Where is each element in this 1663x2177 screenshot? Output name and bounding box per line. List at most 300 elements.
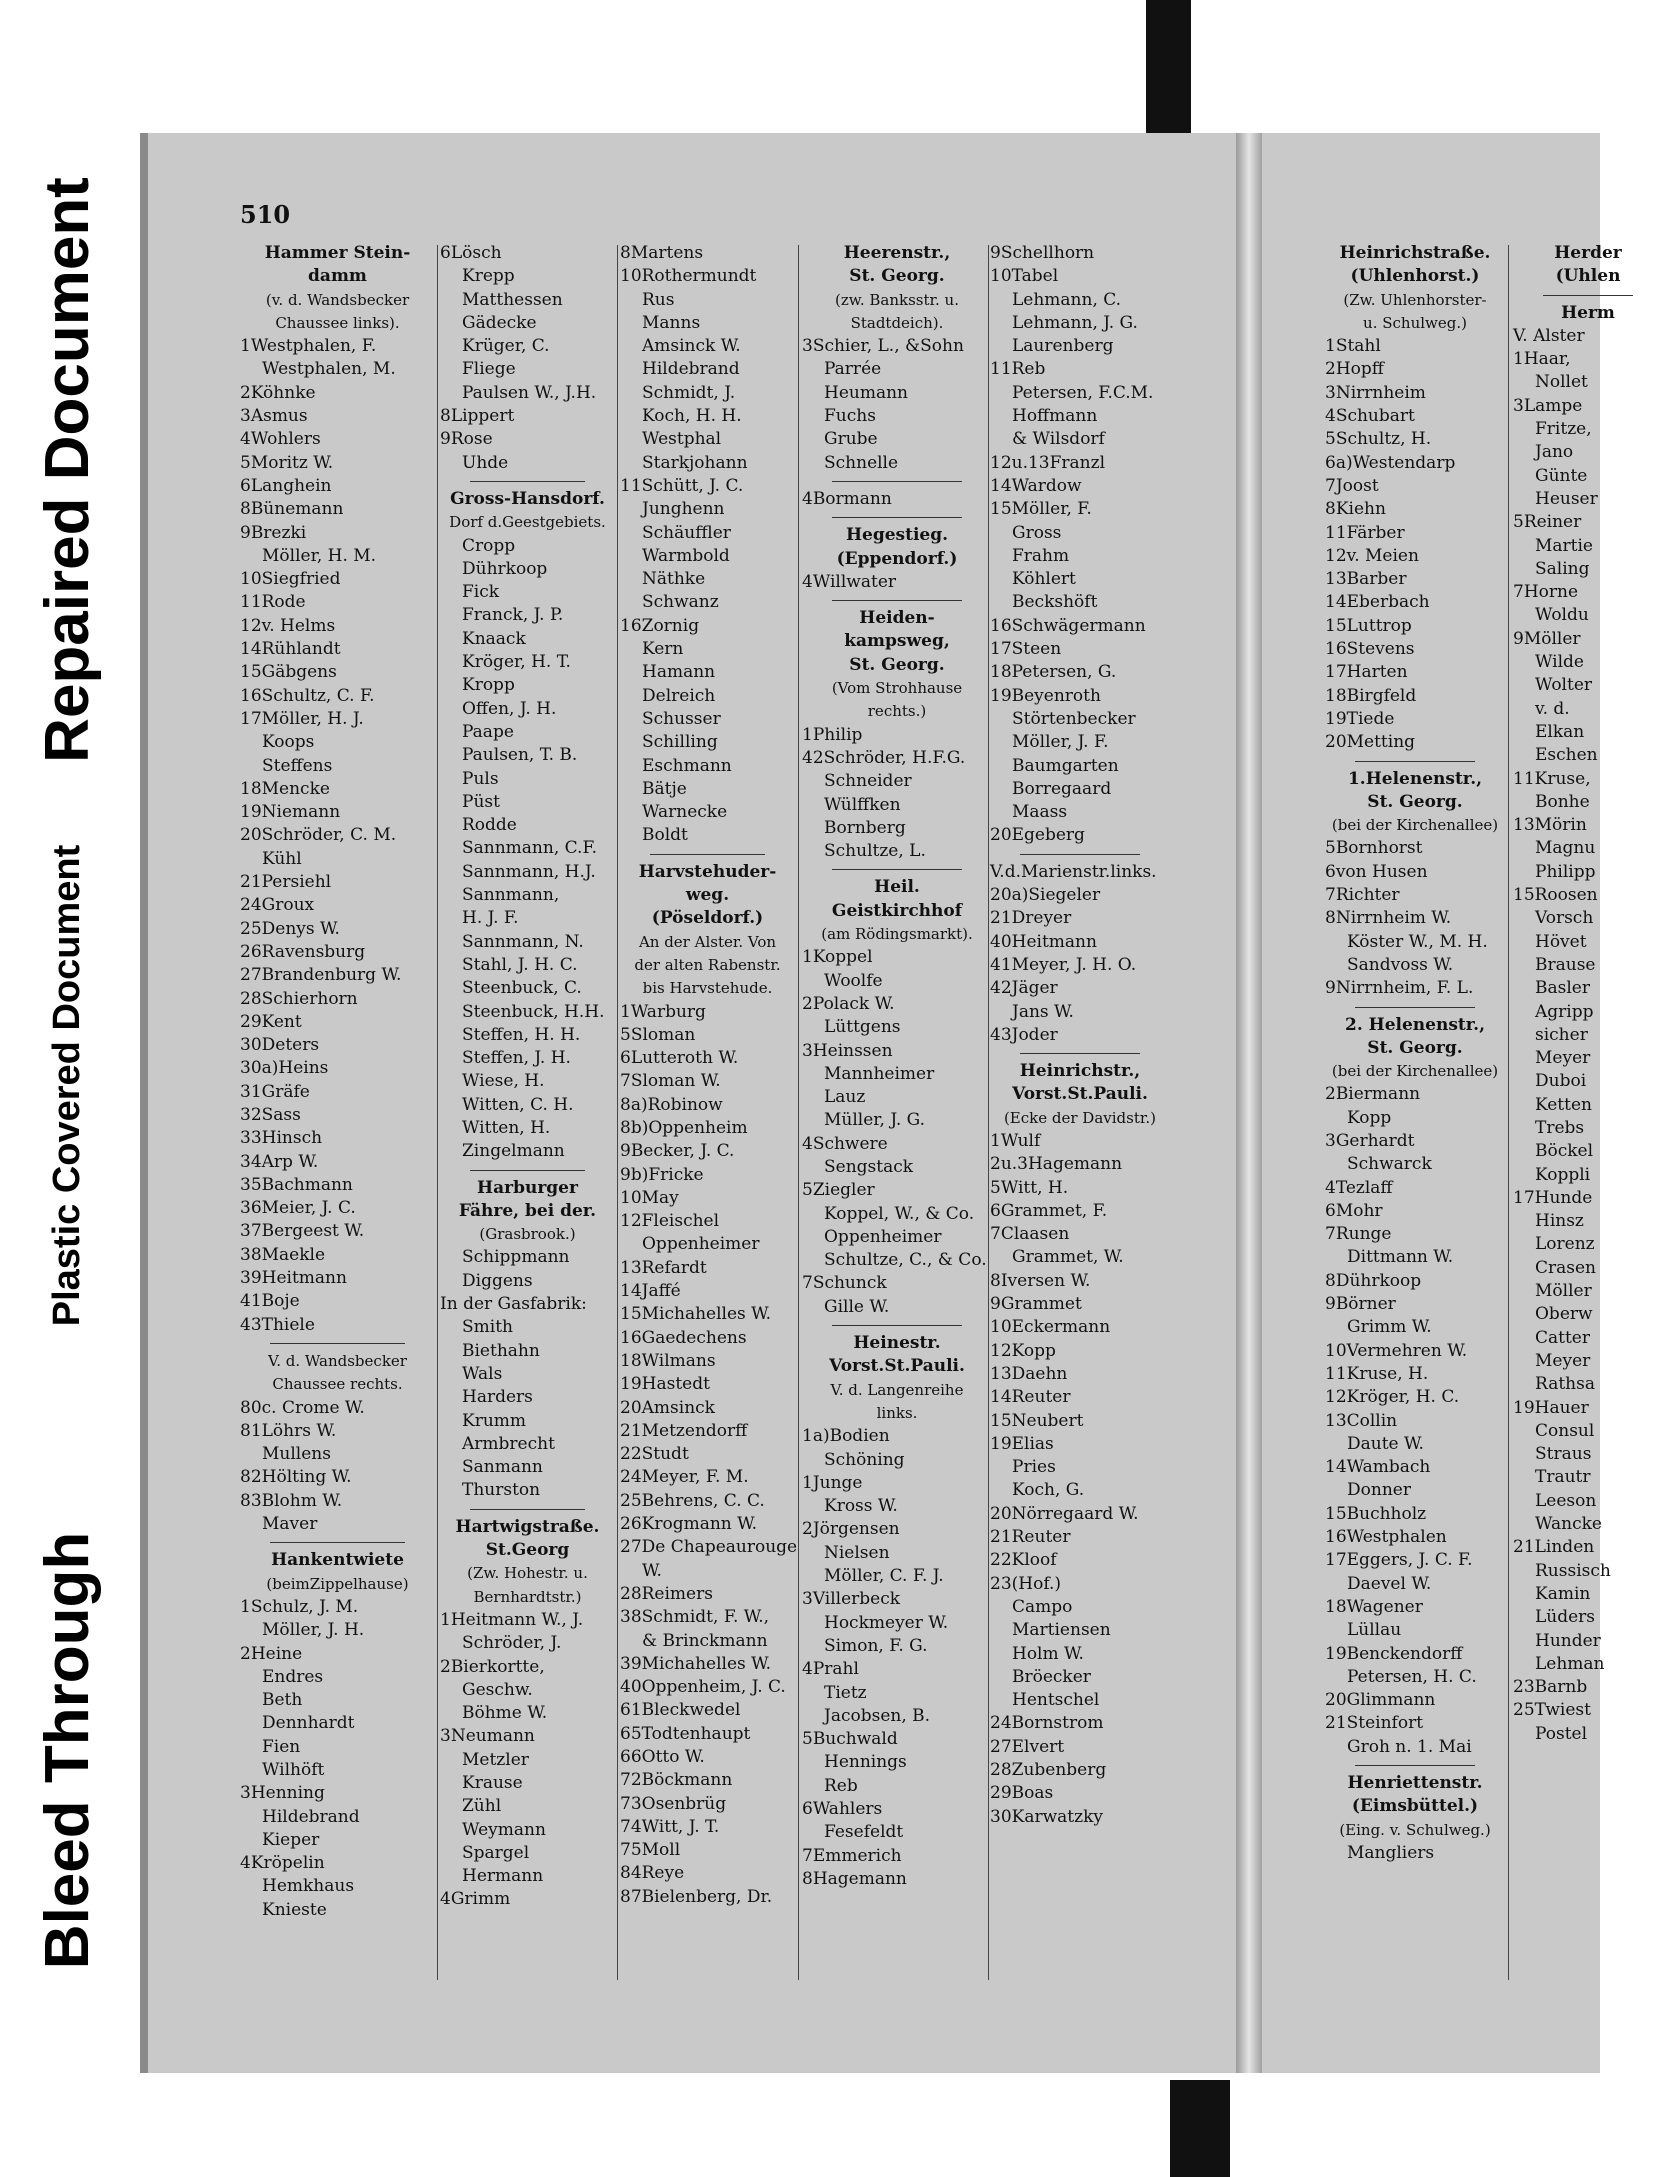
resident-entry: 65Todtenhaupt <box>620 1723 751 1744</box>
resident-entry: 21Steinfort <box>1325 1713 1424 1734</box>
resident-entry: 30Deters <box>240 1035 320 1056</box>
resident-entry: 6Grammet, F. <box>990 1200 1108 1221</box>
resident-entry: Beckshöft <box>1012 592 1098 613</box>
resident-entry: Dennhardt <box>262 1713 355 1734</box>
street-note: bis Harvstehude. <box>642 979 773 998</box>
resident-entry: In der Gasfabrik: <box>440 1294 587 1315</box>
book-gutter <box>1236 133 1262 2073</box>
resident-entry: 15Buchholz <box>1325 1503 1427 1524</box>
resident-entry: 9Schellhorn <box>990 243 1095 263</box>
resident-entry: 7Claasen <box>990 1224 1070 1245</box>
resident-entry: Heuser <box>1535 488 1598 509</box>
resident-entry: Westphal <box>642 429 722 450</box>
resident-entry: Koppli <box>1535 1164 1591 1185</box>
street-heading: Heerenstr., <box>843 243 951 263</box>
resident-entry: 16Westphalen <box>1325 1527 1447 1548</box>
street-note: Bernhardtstr.) <box>473 1587 582 1606</box>
resident-entry: Grimm W. <box>1347 1317 1432 1338</box>
resident-entry: Hildebrand <box>642 359 740 380</box>
street-heading: Henriettenstr. <box>1347 1773 1483 1793</box>
resident-entry: 39Heitmann <box>240 1268 347 1289</box>
resident-entry: Martie <box>1535 535 1593 556</box>
resident-entry: Kröger, H. T. <box>462 652 571 673</box>
resident-entry: 21Dreyer <box>990 908 1072 929</box>
resident-entry: 36Meier, J. C. <box>240 1198 356 1219</box>
resident-entry: 27De Chapeaurouge <box>620 1537 798 1558</box>
resident-entry: 42Schröder, H.F.G. <box>802 747 966 768</box>
resident-entry: Consul <box>1535 1420 1595 1441</box>
section-divider <box>832 600 962 601</box>
resident-entry: Sandvoss W. <box>1347 954 1454 975</box>
resident-entry: 12Fleischel <box>620 1211 720 1232</box>
resident-entry: Warnecke <box>642 802 728 823</box>
section-divider <box>1355 761 1475 762</box>
resident-entry: 14Wambach <box>1325 1457 1431 1478</box>
resident-entry: 6a)Westendarp <box>1325 452 1456 473</box>
resident-entry: 5Moritz W. <box>240 452 334 473</box>
resident-entry: 32Sass <box>240 1104 301 1125</box>
resident-entry: Crasen <box>1535 1257 1597 1278</box>
resident-entry: 1Wulf <box>990 1130 1041 1151</box>
street-note: (Grasbrook.) <box>479 1225 576 1244</box>
resident-entry: 9Rose <box>440 429 493 450</box>
street-note: Chaussee rechts. <box>272 1375 403 1394</box>
resident-entry: Schnelle <box>824 452 899 473</box>
resident-entry: 15Michahelles W. <box>620 1304 772 1325</box>
resident-entry: Russisch <box>1535 1560 1611 1581</box>
street-heading: St. Georg. <box>1367 791 1463 812</box>
resident-entry: 1Stahl <box>1325 336 1381 357</box>
resident-entry: Böhme W. <box>462 1703 548 1724</box>
resident-entry: 10Rothermundt <box>620 266 757 287</box>
resident-entry: 2Heine <box>240 1643 303 1664</box>
resident-entry: Paulsen W., J.H. <box>462 382 597 403</box>
section-divider <box>650 854 765 855</box>
resident-entry: 37Bergeest W. <box>240 1221 365 1242</box>
resident-entry: 12Kopp <box>990 1340 1056 1361</box>
resident-entry: 6Wahlers <box>802 1799 883 1819</box>
resident-entry: 13Mörin <box>1513 815 1587 836</box>
street-heading: 1.Helenenstr., <box>1347 768 1483 789</box>
resident-entry: Catter <box>1535 1327 1590 1348</box>
resident-entry: 7Horne <box>1513 582 1579 603</box>
resident-entry: Jacobsen, B. <box>824 1705 931 1726</box>
resident-entry: 16Gaedechens <box>620 1327 747 1348</box>
resident-entry: Steffen, H. H. <box>462 1024 581 1045</box>
resident-entry: 22Kloof <box>990 1550 1057 1571</box>
resident-entry: 13Refardt <box>620 1257 707 1278</box>
resident-entry: 61Bleckwedel <box>620 1700 741 1721</box>
resident-entry: 1Philip <box>802 724 863 745</box>
resident-entry: 5Bornhorst <box>1325 838 1423 859</box>
street-heading: St. Georg. <box>849 266 945 287</box>
street-heading: (Eppendorf.) <box>836 548 958 569</box>
resident-entry: 13Barber <box>1325 569 1407 590</box>
resident-entry: 7Emmerich <box>802 1845 902 1866</box>
resident-entry: 21Metzendorff <box>620 1420 748 1441</box>
section-divider <box>470 1170 585 1171</box>
resident-entry: 12v. Helms <box>240 615 336 636</box>
resident-entry: 5Schultz, H. <box>1325 429 1432 450</box>
resident-entry: 1Warburg <box>620 1001 706 1022</box>
resident-entry: Franck, J. P. <box>462 605 564 626</box>
resident-entry: 9b)Fricke <box>620 1164 704 1185</box>
resident-entry: 18Birgfeld <box>1325 685 1417 706</box>
resident-entry: Borregaard <box>1012 778 1112 799</box>
resident-entry: Gille W. <box>824 1296 890 1317</box>
resident-entry: Koppel, W., & Co. <box>824 1203 975 1224</box>
resident-entry: 14Jaffé <box>620 1281 681 1302</box>
resident-entry: 2Hopff <box>1325 359 1384 380</box>
resident-entry: 5Witt, H. <box>990 1177 1069 1198</box>
resident-entry: 11Kruse, H. <box>1325 1363 1429 1384</box>
resident-entry: Möller, H. M. <box>262 545 377 566</box>
street-note: (Zw. Uhlenhorster- <box>1343 290 1487 309</box>
resident-entry: Steffens <box>262 755 333 776</box>
resident-entry: Offen, J. H. <box>462 698 557 719</box>
resident-entry: Saling <box>1535 558 1590 579</box>
resident-entry: 43Joder <box>990 1024 1058 1045</box>
resident-entry: 35Bachmann <box>240 1174 353 1195</box>
resident-entry: 13Daehn <box>990 1363 1068 1384</box>
resident-entry: Krumm <box>462 1410 527 1431</box>
resident-entry: Sanmann <box>462 1457 543 1478</box>
resident-entry: Straus <box>1535 1444 1592 1465</box>
section-divider <box>1020 1053 1140 1054</box>
resident-entry: 30Karwatzky <box>990 1806 1103 1827</box>
bleed-through-label <box>0 1440 135 2060</box>
resident-entry: Schultze, C., & Co. <box>824 1250 987 1271</box>
resident-entry: Smith <box>462 1317 513 1338</box>
resident-entry: 6Lösch <box>440 243 502 263</box>
street-note: An der Alster. Von <box>638 932 777 951</box>
resident-entry: Köhlert <box>1012 569 1076 590</box>
resident-entry: Simon, F. G. <box>824 1635 928 1656</box>
resident-entry: 2u.3Hagemann <box>990 1154 1123 1175</box>
resident-entry: 4Bormann <box>802 488 892 509</box>
resident-entry: 9Grammet <box>990 1294 1082 1315</box>
resident-entry: Bröecker <box>1012 1666 1091 1687</box>
resident-entry: Lehmann, C. <box>1012 289 1122 310</box>
resident-entry: Mullens <box>262 1444 331 1465</box>
resident-entry: Eschen <box>1535 745 1598 766</box>
resident-entry: Puls <box>462 768 499 789</box>
street-heading: Heil. <box>874 877 920 898</box>
resident-entry: Spargel <box>462 1842 530 1863</box>
resident-entry: Lüllau <box>1347 1620 1402 1641</box>
resident-entry: Krüger, C. <box>462 336 550 357</box>
column-rule <box>437 245 438 1980</box>
resident-entry: Mannheimer <box>824 1063 935 1084</box>
resident-entry: Witten, H. <box>462 1117 551 1138</box>
resident-entry: Oppenheimer <box>824 1226 942 1247</box>
resident-entry: 8Bünemann <box>240 499 344 520</box>
street-note: rechts.) <box>867 702 927 721</box>
resident-entry: 80c. Crome W. <box>240 1397 365 1418</box>
resident-entry: 27Brandenburg W. <box>240 965 402 986</box>
resident-entry: 41Meyer, J. H. O. <box>990 954 1137 975</box>
directory-column-2 <box>440 242 615 1912</box>
resident-entry: Meyer <box>1535 1048 1591 1069</box>
resident-entry: Hennings <box>824 1752 907 1773</box>
resident-entry: 75Moll <box>620 1840 681 1861</box>
resident-entry: 20a)Siegeler <box>990 885 1101 906</box>
section-divider <box>1543 295 1633 296</box>
resident-entry: 10Eckermann <box>990 1317 1111 1338</box>
resident-entry: Steenbuck, H.H. <box>462 1001 605 1022</box>
resident-entry: 1Schulz, J. M. <box>240 1596 359 1617</box>
resident-entry: Krepp <box>462 266 515 287</box>
resident-entry: Pries <box>1012 1457 1056 1478</box>
resident-entry: 26Ravensburg <box>240 941 366 962</box>
resident-entry: 27Elvert <box>990 1736 1065 1757</box>
resident-entry: 5Ziegler <box>802 1180 875 1201</box>
street-heading: Heiden- <box>859 608 935 629</box>
resident-entry: Metzler <box>462 1749 529 1770</box>
resident-entry: 28Zubenberg <box>990 1760 1107 1780</box>
street-heading: Hammer Stein- <box>264 243 411 263</box>
resident-entry: 11Rode <box>240 592 306 613</box>
street-note: (v. d. Wandsbecker <box>265 290 410 309</box>
street-note: V. d. Wandsbecker <box>268 1351 407 1370</box>
resident-entry: Kieper <box>262 1829 320 1850</box>
section-divider <box>1355 1007 1475 1008</box>
resident-entry: Schilling <box>642 732 718 753</box>
resident-entry: Postel <box>1535 1723 1588 1744</box>
resident-entry: Holm W. <box>1012 1643 1084 1664</box>
resident-entry: Möller, J. H. <box>262 1620 365 1641</box>
resident-entry: 2Polack W. <box>802 993 895 1014</box>
resident-entry: Schwarck <box>1347 1154 1432 1175</box>
repaired-document-label <box>0 177 135 763</box>
resident-entry: Schmidt, J. <box>642 382 736 403</box>
resident-entry: 1Junge <box>802 1472 863 1493</box>
resident-entry: Geschw. <box>462 1679 533 1700</box>
resident-entry: 15Luttrop <box>1325 615 1412 636</box>
resident-entry: Petersen, F.C.M. <box>1012 382 1154 403</box>
resident-entry: Hermann <box>462 1866 544 1887</box>
street-note: V. d. Langenreihe <box>830 1380 964 1399</box>
resident-entry: Maass <box>1012 802 1068 823</box>
resident-entry: 3Neumann <box>440 1726 535 1747</box>
resident-entry: Groh n. 1. Mai <box>1347 1736 1472 1757</box>
street-heading: Hartwigstraße. <box>455 1516 600 1537</box>
resident-entry: 22Studt <box>620 1444 689 1465</box>
resident-entry: Kühl <box>262 848 302 869</box>
resident-entry: Kopp <box>1347 1107 1392 1128</box>
resident-entry: Endres <box>262 1666 324 1687</box>
resident-entry: 24Groux <box>240 895 315 916</box>
resident-entry: Nielsen <box>824 1542 890 1563</box>
resident-entry: 19Niemann <box>240 802 341 823</box>
section-divider <box>470 481 585 482</box>
resident-entry: 29Boas <box>990 1783 1054 1804</box>
street-note: (beimZippelhause) <box>266 1574 409 1593</box>
resident-entry: Trebs <box>1535 1117 1585 1138</box>
resident-entry: Thurston <box>462 1480 541 1501</box>
resident-entry: Schusser <box>642 708 721 729</box>
resident-entry: 74Witt, J. T. <box>620 1816 720 1837</box>
resident-entry: 8Martens <box>620 243 704 263</box>
resident-entry: V.d.Marienstr.links. <box>990 861 1157 882</box>
resident-entry: Hockmeyer W. <box>824 1612 949 1633</box>
resident-entry: 11Schütt, J. C. <box>620 475 744 496</box>
resident-entry: & Brinckmann <box>642 1630 768 1651</box>
street-heading: Hankentwiete <box>271 1550 404 1571</box>
street-heading: St. Georg. <box>1367 1037 1463 1058</box>
resident-entry: Müller, J. G. <box>824 1110 926 1131</box>
resident-entry: Agripp <box>1535 1001 1594 1022</box>
street-heading: Gross-Hansdorf. <box>450 488 605 509</box>
directory-column-6 <box>1325 242 1505 1865</box>
street-heading: (Uhlen <box>1555 266 1621 287</box>
resident-entry: Jano <box>1535 442 1574 463</box>
resident-entry: 1Westphalen, F. <box>240 336 377 357</box>
resident-entry: 20Schröder, C. M. <box>240 825 397 846</box>
resident-entry: Sannmann, C.F. <box>462 838 597 859</box>
resident-entry: Koops <box>262 732 315 753</box>
directory-column-5 <box>990 242 1170 1829</box>
resident-entry: Schultze, L. <box>824 841 926 862</box>
street-note: (bei der Kirchenallee) <box>1331 1062 1499 1081</box>
resident-entry: 3Asmus <box>240 406 308 427</box>
resident-entry: 13Collin <box>1325 1410 1398 1431</box>
resident-entry: Fuchs <box>824 406 876 427</box>
resident-entry: 20Nörregaard W. <box>990 1503 1139 1524</box>
resident-entry: 3Nirrnheim <box>1325 382 1426 403</box>
resident-entry: 21Linden <box>1513 1537 1595 1558</box>
street-heading: 2. Helenenstr., <box>1344 1014 1485 1035</box>
street-note: (Eing. v. Schulweg.) <box>1339 1820 1491 1839</box>
resident-entry: Duboi <box>1535 1071 1587 1092</box>
directory-column-7 <box>1513 242 1663 1746</box>
resident-entry: 16Zornig <box>620 615 700 636</box>
resident-entry: 30a)Heins <box>240 1058 329 1079</box>
side-label-strip <box>0 0 135 2177</box>
resident-entry: Hentschel <box>1012 1690 1100 1711</box>
resident-entry: Eschmann <box>642 755 732 776</box>
resident-entry: Beth <box>262 1690 303 1711</box>
resident-entry: Daevel W. <box>1347 1573 1432 1594</box>
resident-entry: Schippmann <box>462 1247 570 1268</box>
resident-entry: Oppenheimer <box>642 1234 760 1255</box>
street-heading: (Eimsbüttel.) <box>1351 1796 1479 1817</box>
resident-entry: Bätje <box>642 778 687 799</box>
resident-entry: Ketten <box>1535 1094 1592 1115</box>
resident-entry: 19Benckendorff <box>1325 1643 1463 1664</box>
resident-entry: Wilde <box>1535 652 1584 673</box>
resident-entry: 4Schubart <box>1325 406 1415 427</box>
section-divider <box>832 517 962 518</box>
street-note: der alten Rabenstr. <box>634 955 781 974</box>
resident-entry: 26Krogmann W. <box>620 1514 758 1535</box>
resident-entry: 7Joost <box>1325 475 1379 496</box>
street-heading: Herder <box>1554 243 1622 263</box>
resident-entry: Tietz <box>824 1682 867 1703</box>
resident-entry: 9Nirrnheim, F. L. <box>1325 978 1474 999</box>
resident-entry: Sannmann, N. <box>462 931 584 952</box>
resident-entry: Kross W. <box>824 1496 898 1517</box>
resident-entry: Schneider <box>824 771 912 792</box>
resident-entry: 2Bierkortte, <box>440 1656 545 1677</box>
resident-entry: 14Eberbach <box>1325 592 1430 613</box>
section-divider <box>832 1325 962 1326</box>
resident-entry: Dittmann W. <box>1347 1247 1454 1268</box>
resident-entry: Armbrecht <box>462 1433 555 1454</box>
resident-entry: Wancke <box>1535 1514 1602 1535</box>
resident-entry: 8b)Oppenheim <box>620 1117 748 1138</box>
resident-entry: Näthke <box>642 569 706 590</box>
resident-entry: Sengstack <box>824 1156 914 1177</box>
binder-clip-top <box>1146 0 1191 135</box>
resident-entry: Lüders <box>1535 1607 1596 1628</box>
resident-entry: 72Böckmann <box>620 1770 733 1791</box>
resident-entry: Trautr <box>1535 1467 1591 1488</box>
resident-entry: 20Egeberg <box>990 825 1085 846</box>
resident-entry: 31Gräfe <box>240 1081 310 1102</box>
resident-entry: 4Grimm <box>440 1889 511 1910</box>
resident-entry: 10Vermehren W. <box>1325 1340 1468 1361</box>
resident-entry: Wals <box>462 1363 503 1384</box>
resident-entry: Schäuffler <box>642 522 731 543</box>
resident-entry: Parrée <box>824 359 882 380</box>
resident-entry: 21Reuter <box>990 1527 1071 1548</box>
resident-entry: Paape <box>462 721 514 742</box>
resident-entry: 18Wilmans <box>620 1350 716 1371</box>
resident-entry: 8Hagemann <box>802 1868 907 1889</box>
resident-entry: 3Lampe <box>1513 395 1583 416</box>
binder-clip-bottom <box>1170 2080 1230 2177</box>
resident-entry: Dührkoop <box>462 558 548 579</box>
resident-entry: Sannmann, <box>462 885 560 906</box>
resident-entry: Harders <box>462 1387 533 1408</box>
resident-entry: 14Rühlandt <box>240 639 341 660</box>
resident-entry: 15Gäbgens <box>240 662 337 683</box>
resident-entry: Oberw <box>1535 1304 1593 1325</box>
resident-entry: Baumgarten <box>1012 755 1119 776</box>
resident-entry: 33Hinsch <box>240 1128 323 1149</box>
resident-entry: V. Alster <box>1513 325 1585 346</box>
resident-entry: Möller, J. F. <box>1012 732 1109 753</box>
resident-entry: 17Möller, H. J. <box>240 708 364 729</box>
resident-entry: Günte <box>1535 465 1588 486</box>
resident-entry: Grube <box>824 429 878 450</box>
resident-entry: 24Meyer, F. M. <box>620 1467 749 1488</box>
resident-entry: 4Schwere <box>802 1133 888 1154</box>
resident-entry: Schröder, J. <box>462 1633 562 1654</box>
street-heading: Fähre, bei der. <box>458 1200 597 1221</box>
column-rule <box>1508 245 1509 1980</box>
street-heading: Heinestr. <box>853 1333 941 1354</box>
section-divider <box>270 1542 405 1543</box>
resident-entry: Steenbuck, C. <box>462 978 582 999</box>
resident-entry: Hemkhaus <box>262 1876 355 1897</box>
resident-entry: 28Schierhorn <box>240 988 358 1009</box>
resident-entry: Bornberg <box>824 817 906 838</box>
street-heading: (Pöseldorf.) <box>651 908 764 929</box>
street-heading: (Uhlenhorst.) <box>1350 266 1480 287</box>
resident-entry: 66Otto W. <box>620 1747 705 1767</box>
resident-entry: 8Dührkoop <box>1325 1270 1422 1291</box>
resident-entry: Steffen, J. H. <box>462 1048 571 1069</box>
resident-entry: 83Blohm W. <box>240 1490 343 1511</box>
resident-entry: 17Eggers, J. C. F. <box>1325 1550 1473 1571</box>
resident-entry: Fritze, <box>1535 419 1592 440</box>
resident-entry: Hinsz <box>1535 1211 1584 1232</box>
page-number: 510 <box>240 200 291 229</box>
resident-entry: Zühl <box>462 1796 502 1817</box>
resident-entry: 6Langhein <box>240 475 332 496</box>
